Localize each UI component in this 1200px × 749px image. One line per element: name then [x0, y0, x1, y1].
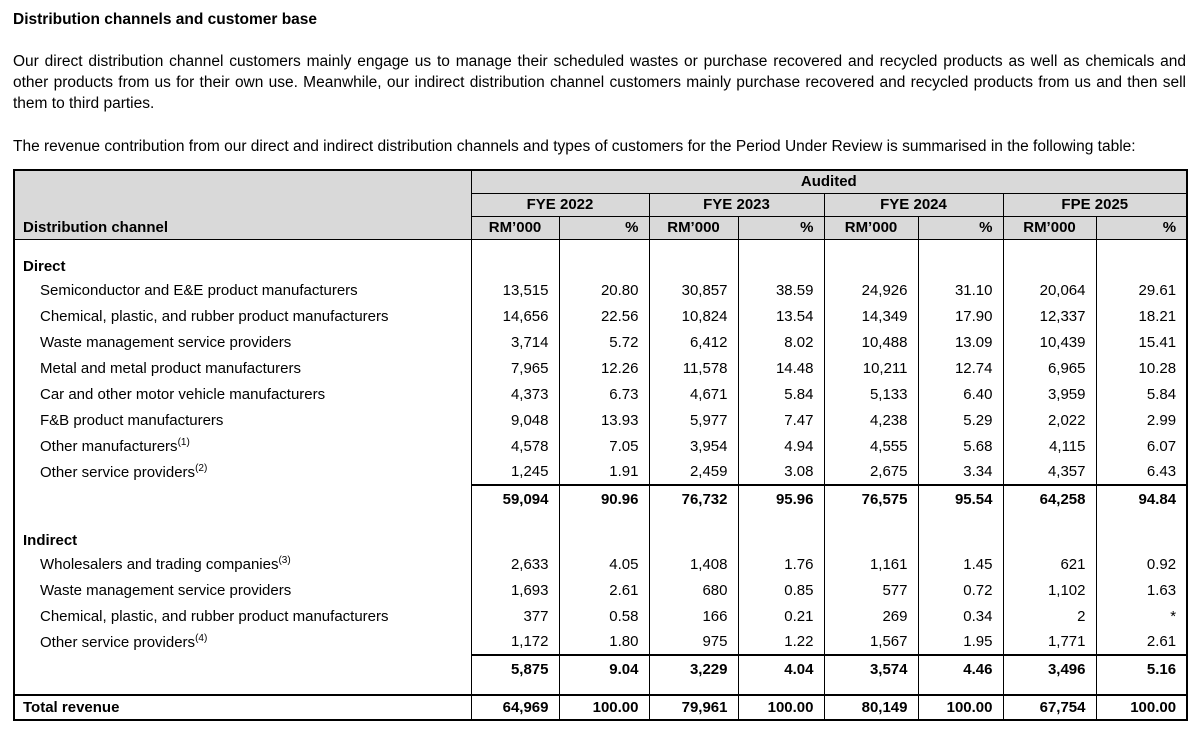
value-cell: 4,357 [1003, 459, 1096, 485]
subtotal-cell: 94.84 [1096, 485, 1187, 513]
value-cell: 10,824 [649, 303, 738, 329]
value-cell: 6,965 [1003, 355, 1096, 381]
value-cell [1096, 253, 1187, 277]
value-cell: 1,102 [1003, 577, 1096, 603]
subtotal-cell: 3,229 [649, 655, 738, 683]
value-cell: 1,245 [471, 459, 559, 485]
value-cell [738, 527, 824, 551]
table-row [14, 277, 1187, 303]
row-label [14, 485, 471, 513]
row-label [14, 683, 471, 695]
value-cell: 1.45 [918, 551, 1003, 577]
total-label [14, 695, 471, 720]
column-header-percent: % [559, 216, 649, 239]
value-cell [918, 253, 1003, 277]
table-row [14, 433, 1187, 459]
row-label-text: Total revenue [23, 699, 120, 716]
column-header-rm000: RM’000 [471, 216, 559, 239]
value-cell: 17.90 [918, 303, 1003, 329]
value-cell: 22.56 [559, 303, 649, 329]
row-label-text: Waste management service providers [40, 581, 292, 599]
row-label-text: Metal and metal product manufacturers [40, 359, 301, 377]
row-label-text: Other manufacturers [40, 437, 178, 455]
value-cell: 11,578 [649, 355, 738, 381]
value-cell: 1.95 [918, 629, 1003, 655]
header-row-audited [14, 170, 1187, 193]
column-header-rm000: RM’000 [824, 216, 918, 239]
value-cell [824, 513, 918, 527]
value-cell: 13.09 [918, 329, 1003, 355]
column-header-fye-2023: FYE 2023 [649, 193, 824, 216]
value-cell: 0.85 [738, 577, 824, 603]
total-cell: 100.00 [918, 695, 1003, 720]
column-header-percent: % [1096, 216, 1187, 239]
value-cell: 1.63 [1096, 577, 1187, 603]
value-cell: 20.80 [559, 277, 649, 303]
value-cell: 20,064 [1003, 277, 1096, 303]
value-cell: 5,133 [824, 381, 918, 407]
subtotal-cell: 3,574 [824, 655, 918, 683]
value-cell [649, 683, 738, 695]
value-cell: 8.02 [738, 329, 824, 355]
value-cell [471, 527, 559, 551]
paragraph-distribution-channels: Our direct distribution channel customers mainly engage us to manage their scheduled wastes or purchase recovered and recycled products as well as chemicals and other products from us for their own use. Meanwhile, our indirect distribution channel customers mainly purchase recovered and recycled products from us and then sell them to third parties. [13, 53, 1186, 112]
value-cell: 13.93 [559, 407, 649, 433]
table-row [14, 381, 1187, 407]
row-label [14, 551, 471, 577]
total-cell: 100.00 [738, 695, 824, 720]
revenue-table [13, 169, 1188, 721]
value-cell: 9,048 [471, 407, 559, 433]
spacer-row [14, 513, 1187, 527]
subtotal-row [14, 485, 1187, 513]
value-cell: 38.59 [738, 277, 824, 303]
row-label-text: Direct [23, 258, 66, 275]
value-cell: 30,857 [649, 277, 738, 303]
value-cell: 2.61 [559, 577, 649, 603]
value-cell: 0.21 [738, 603, 824, 629]
value-cell [918, 239, 1003, 253]
value-cell: 6.73 [559, 381, 649, 407]
value-cell: 5.72 [559, 329, 649, 355]
row-label [14, 239, 471, 253]
value-cell [918, 683, 1003, 695]
row-label [14, 513, 471, 527]
column-header-fpe-2025: FPE 2025 [1003, 193, 1187, 216]
column-header-percent: % [738, 216, 824, 239]
value-cell [824, 527, 918, 551]
value-cell [559, 683, 649, 695]
spacer-row [14, 239, 1187, 253]
value-cell: 1,161 [824, 551, 918, 577]
section-header-direct [14, 253, 471, 277]
footnote-marker: (3) [278, 554, 291, 566]
value-cell: 5.68 [918, 433, 1003, 459]
column-header-fye-2024: FYE 2024 [824, 193, 1003, 216]
value-cell: 13.54 [738, 303, 824, 329]
value-cell [918, 513, 1003, 527]
value-cell [824, 253, 918, 277]
value-cell [471, 683, 559, 695]
row-label-text: Chemical, plastic, and rubber product manufacturers [40, 607, 389, 625]
total-cell: 80,149 [824, 695, 918, 720]
value-cell: 377 [471, 603, 559, 629]
value-cell: 2,459 [649, 459, 738, 485]
value-cell: 0.58 [559, 603, 649, 629]
value-cell [738, 683, 824, 695]
value-cell [824, 239, 918, 253]
row-label [14, 407, 471, 433]
section-header-row [14, 253, 1187, 277]
value-cell: 2,633 [471, 551, 559, 577]
value-cell: 4.05 [559, 551, 649, 577]
row-label [14, 303, 471, 329]
value-cell: 7.47 [738, 407, 824, 433]
value-cell [824, 683, 918, 695]
table-row [14, 551, 1187, 577]
value-cell: 1.91 [559, 459, 649, 485]
table-row [14, 577, 1187, 603]
row-label-text: Indirect [23, 532, 78, 549]
subtotal-cell: 4.46 [918, 655, 1003, 683]
value-cell: 577 [824, 577, 918, 603]
value-cell: 10,439 [1003, 329, 1096, 355]
value-cell: 3.34 [918, 459, 1003, 485]
value-cell [738, 239, 824, 253]
table-row [14, 303, 1187, 329]
total-cell: 64,969 [471, 695, 559, 720]
row-label-text: Car and other motor vehicle manufacturers [40, 385, 326, 403]
value-cell: 12.74 [918, 355, 1003, 381]
total-cell: 79,961 [649, 695, 738, 720]
value-cell: 14.48 [738, 355, 824, 381]
value-cell [649, 239, 738, 253]
value-cell: 13,515 [471, 277, 559, 303]
table-header [14, 170, 1187, 239]
row-label-text: Semiconductor and E&E product manufacturers [40, 281, 358, 299]
row-label-text: F&B product manufacturers [40, 411, 224, 429]
value-cell: 1,771 [1003, 629, 1096, 655]
value-cell: 18.21 [1096, 303, 1187, 329]
value-cell [918, 527, 1003, 551]
subtotal-cell: 76,575 [824, 485, 918, 513]
value-cell: 5.84 [738, 381, 824, 407]
value-cell [738, 253, 824, 277]
table-row [14, 603, 1187, 629]
row-label-text: Waste management service providers [40, 333, 292, 351]
value-cell: 166 [649, 603, 738, 629]
value-cell: 6.07 [1096, 433, 1187, 459]
table-row [14, 355, 1187, 381]
row-label-text: Wholesalers and trading companies [40, 555, 279, 573]
row-label-text: Other service providers [40, 463, 196, 481]
value-cell: * [1096, 603, 1187, 629]
value-cell: 0.72 [918, 577, 1003, 603]
value-cell: 31.10 [918, 277, 1003, 303]
value-cell: 10,488 [824, 329, 918, 355]
value-cell: 0.34 [918, 603, 1003, 629]
value-cell [471, 239, 559, 253]
value-cell: 1.80 [559, 629, 649, 655]
value-cell [649, 253, 738, 277]
total-cell: 100.00 [1096, 695, 1187, 720]
value-cell: 1.76 [738, 551, 824, 577]
subtotal-row [14, 655, 1187, 683]
value-cell [559, 239, 649, 253]
row-label [14, 381, 471, 407]
value-cell: 10.28 [1096, 355, 1187, 381]
value-cell: 3,954 [649, 433, 738, 459]
value-cell: 2,022 [1003, 407, 1096, 433]
value-cell: 1,172 [471, 629, 559, 655]
subtotal-cell: 3,496 [1003, 655, 1096, 683]
value-cell: 3,714 [471, 329, 559, 355]
value-cell: 4,373 [471, 381, 559, 407]
value-cell: 4.94 [738, 433, 824, 459]
value-cell: 24,926 [824, 277, 918, 303]
value-cell [1003, 683, 1096, 695]
footnote-marker: (1) [177, 436, 190, 448]
subtotal-cell: 95.54 [918, 485, 1003, 513]
value-cell [559, 527, 649, 551]
value-cell: 1,408 [649, 551, 738, 577]
column-header-rm000: RM’000 [649, 216, 738, 239]
subtotal-cell: 90.96 [559, 485, 649, 513]
value-cell: 4,555 [824, 433, 918, 459]
value-cell [1003, 513, 1096, 527]
value-cell: 2.61 [1096, 629, 1187, 655]
value-cell [471, 513, 559, 527]
value-cell: 12.26 [559, 355, 649, 381]
subtotal-cell: 5.16 [1096, 655, 1187, 683]
value-cell [738, 513, 824, 527]
value-cell: 3,959 [1003, 381, 1096, 407]
subtotal-cell: 59,094 [471, 485, 559, 513]
value-cell: 6.43 [1096, 459, 1187, 485]
paragraph-revenue-contribution: The revenue contribution from our direct and indirect distribution channels and types of customers for the Period Under Review is summarised in the following table: [13, 138, 1136, 155]
table-row [14, 329, 1187, 355]
page-title: Distribution channels and customer base [13, 11, 318, 28]
value-cell: 2 [1003, 603, 1096, 629]
row-label [14, 329, 471, 355]
value-cell [559, 253, 649, 277]
section-header-row [14, 527, 1187, 551]
total-cell: 67,754 [1003, 695, 1096, 720]
value-cell [1096, 683, 1187, 695]
value-cell: 15.41 [1096, 329, 1187, 355]
value-cell: 4,578 [471, 433, 559, 459]
value-cell [1096, 513, 1187, 527]
value-cell [649, 527, 738, 551]
value-cell: 6,412 [649, 329, 738, 355]
value-cell: 1,567 [824, 629, 918, 655]
value-cell [1096, 239, 1187, 253]
value-cell: 14,349 [824, 303, 918, 329]
value-cell: 12,337 [1003, 303, 1096, 329]
value-cell: 2.99 [1096, 407, 1187, 433]
value-cell: 680 [649, 577, 738, 603]
row-label [14, 433, 471, 459]
table-row [14, 407, 1187, 433]
column-header-rm000: RM’000 [1003, 216, 1096, 239]
row-label [14, 577, 471, 603]
row-label [14, 603, 471, 629]
row-label [14, 655, 471, 683]
value-cell: 4,238 [824, 407, 918, 433]
value-cell [1096, 527, 1187, 551]
value-cell [1003, 527, 1096, 551]
value-cell: 975 [649, 629, 738, 655]
value-cell: 14,656 [471, 303, 559, 329]
value-cell: 3.08 [738, 459, 824, 485]
value-cell: 7,965 [471, 355, 559, 381]
subtotal-cell: 64,258 [1003, 485, 1096, 513]
value-cell [559, 513, 649, 527]
footnote-marker: (4) [195, 632, 208, 644]
subtotal-cell: 76,732 [649, 485, 738, 513]
column-header-audited: Audited [471, 170, 1187, 193]
value-cell: 7.05 [559, 433, 649, 459]
footnote-marker: (2) [195, 462, 208, 474]
section-header-indirect [14, 527, 471, 551]
row-label-text: Chemical, plastic, and rubber product manufacturers [40, 307, 389, 325]
value-cell: 5.29 [918, 407, 1003, 433]
value-cell: 6.40 [918, 381, 1003, 407]
total-revenue-row [14, 695, 1187, 720]
table-body [14, 239, 1187, 720]
value-cell [1003, 239, 1096, 253]
total-cell: 100.00 [559, 695, 649, 720]
row-label [14, 355, 471, 381]
value-cell: 621 [1003, 551, 1096, 577]
value-cell: 269 [824, 603, 918, 629]
value-cell [649, 513, 738, 527]
value-cell: 2,675 [824, 459, 918, 485]
row-label [14, 459, 471, 485]
table-row [14, 629, 1187, 655]
value-cell [1003, 253, 1096, 277]
subtotal-cell: 5,875 [471, 655, 559, 683]
column-header-percent: % [918, 216, 1003, 239]
value-cell: 4,671 [649, 381, 738, 407]
row-label-text: Other service providers [40, 633, 196, 651]
value-cell: 1.22 [738, 629, 824, 655]
value-cell: 1,693 [471, 577, 559, 603]
value-cell: 0.92 [1096, 551, 1187, 577]
value-cell: 5.84 [1096, 381, 1187, 407]
column-header-distribution-channel: Distribution channel [14, 170, 471, 239]
value-cell: 10,211 [824, 355, 918, 381]
value-cell: 4,115 [1003, 433, 1096, 459]
subtotal-cell: 4.04 [738, 655, 824, 683]
row-label [14, 277, 471, 303]
spacer-row [14, 683, 1187, 695]
subtotal-cell: 9.04 [559, 655, 649, 683]
table-row [14, 459, 1187, 485]
column-header-fye-2022: FYE 2022 [471, 193, 649, 216]
value-cell: 5,977 [649, 407, 738, 433]
value-cell: 29.61 [1096, 277, 1187, 303]
subtotal-cell: 95.96 [738, 485, 824, 513]
value-cell [471, 253, 559, 277]
row-label [14, 629, 471, 655]
